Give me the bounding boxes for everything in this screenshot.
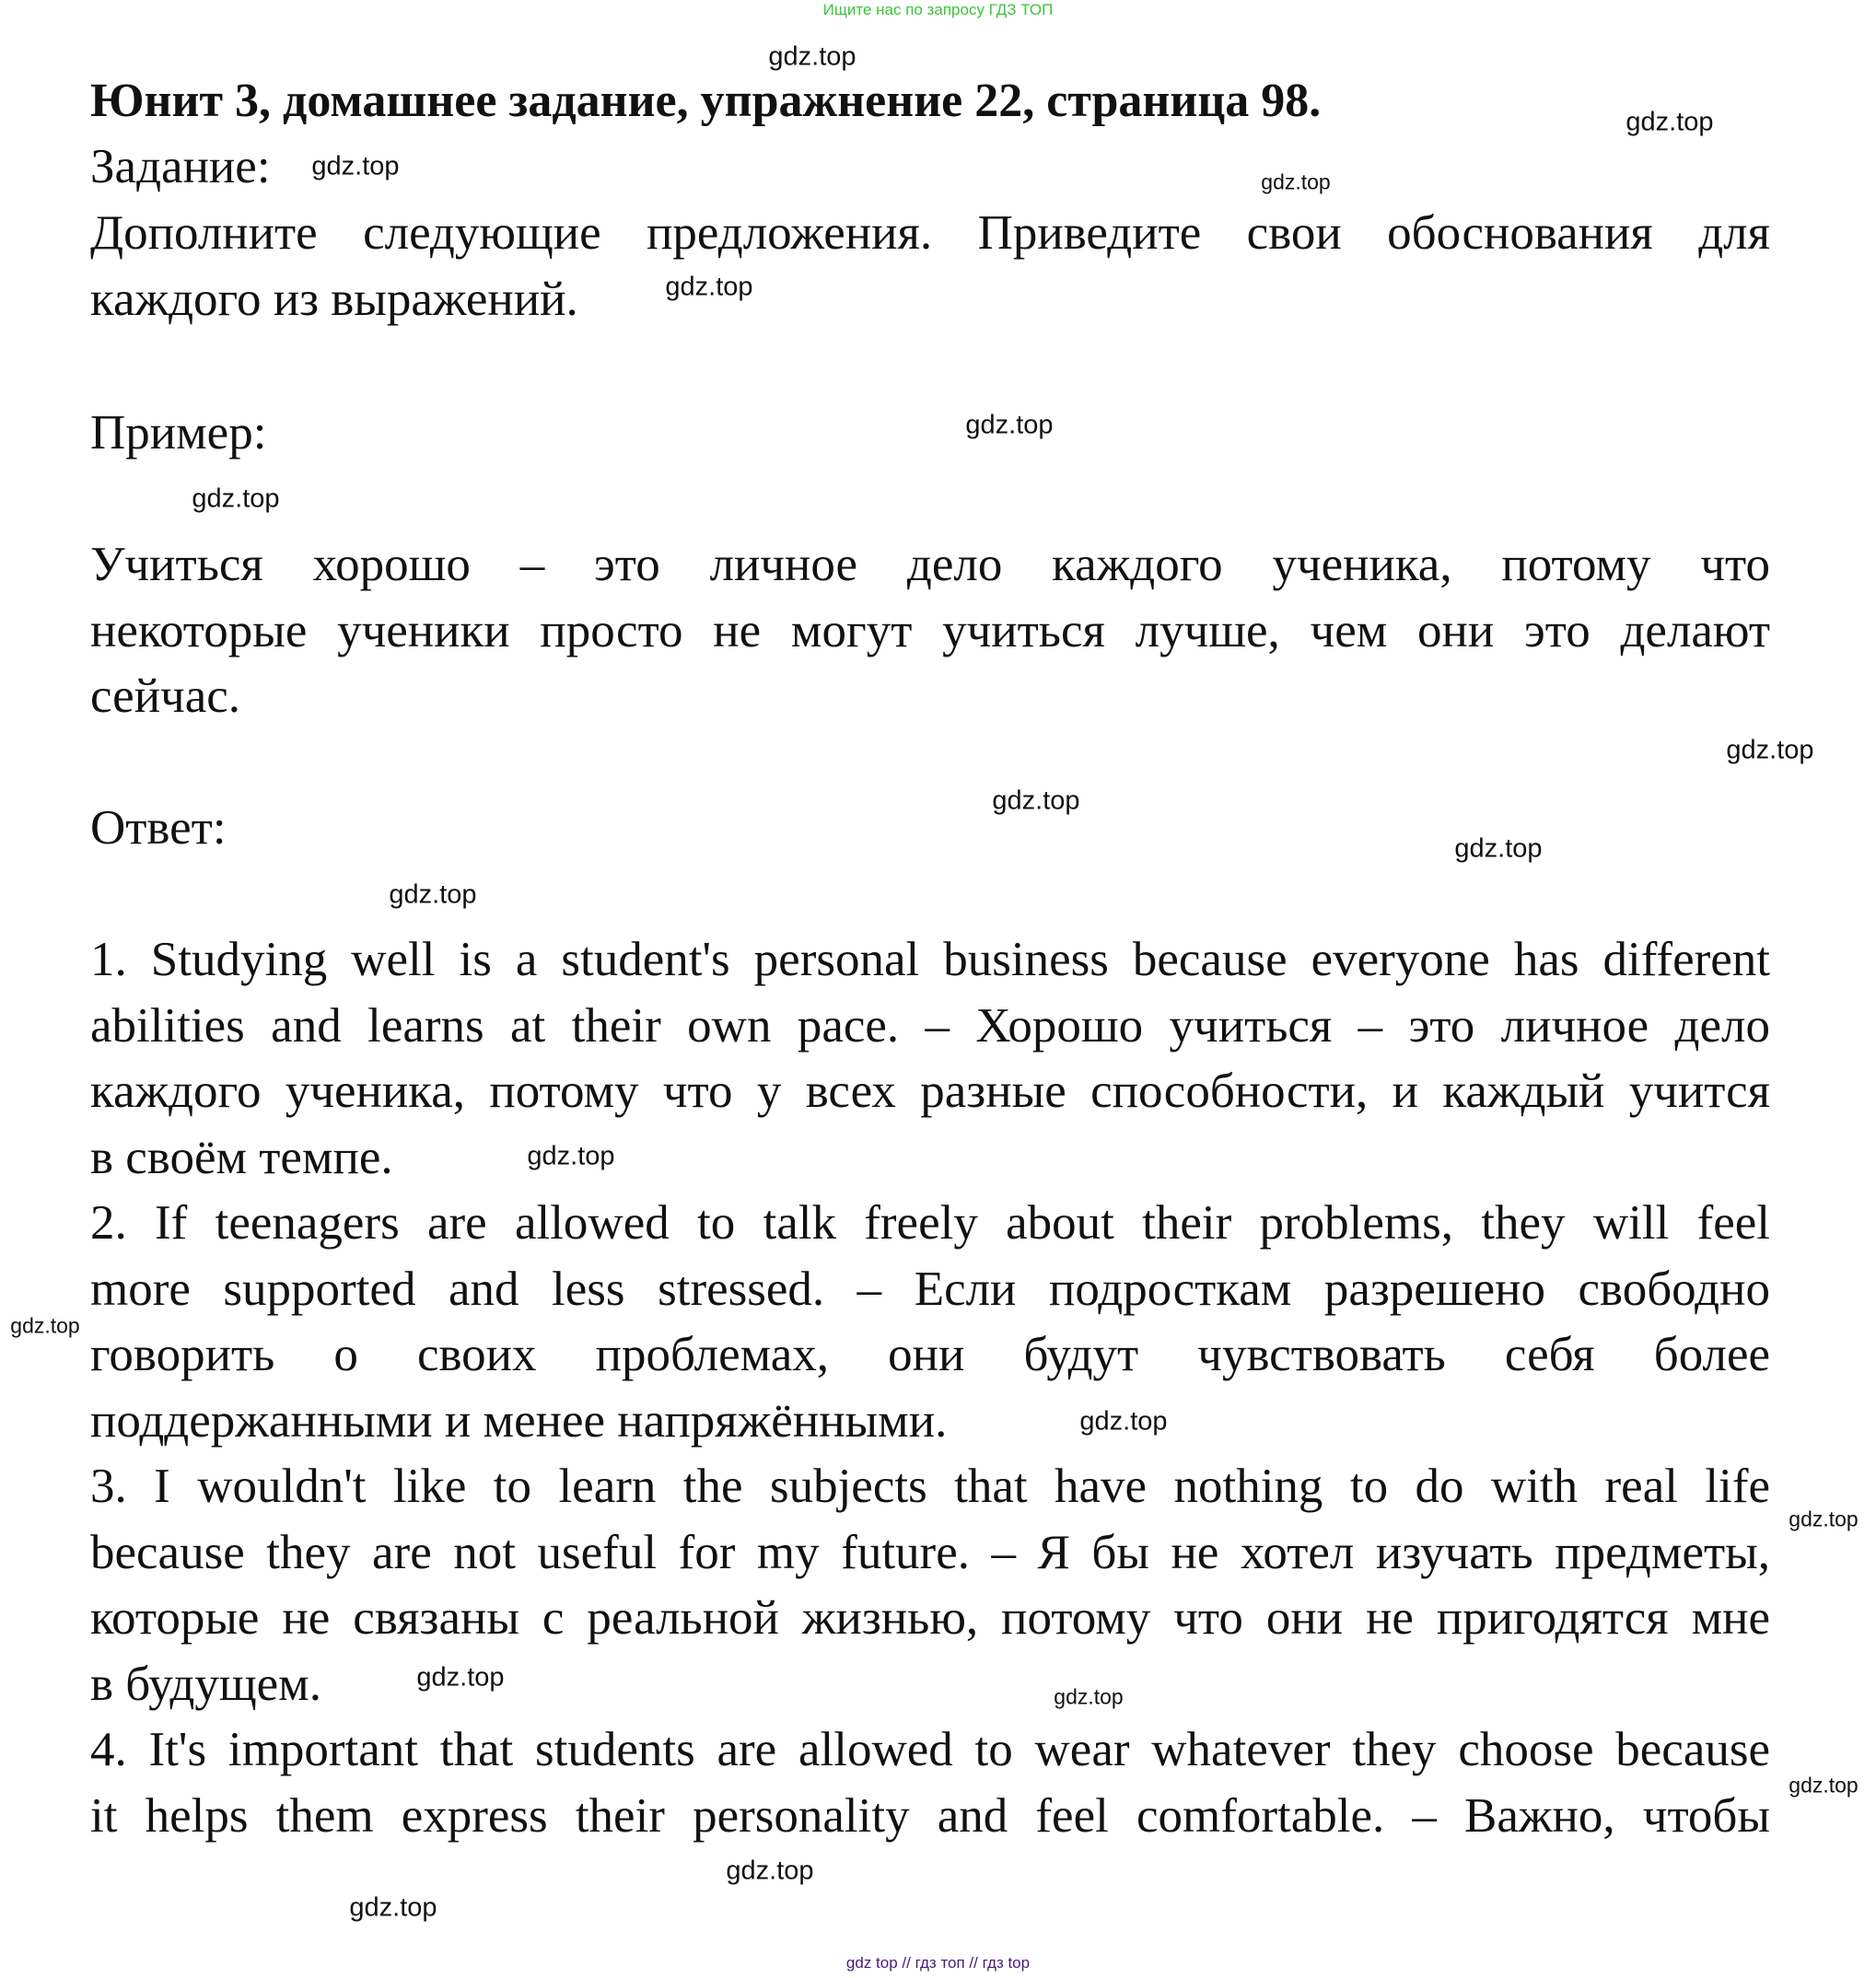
answer-line: 1. Studying well is a student's personal business because everyone has different <box>90 933 1770 986</box>
answer-line: в будущем. <box>90 1657 321 1711</box>
watermark: gdz.top <box>416 1662 505 1693</box>
watermark: gdz.top <box>768 41 856 72</box>
task-text <box>90 201 1770 332</box>
watermark: gdz.top <box>1789 1773 1859 1798</box>
watermark: gdz.top <box>965 410 1054 440</box>
watermark: gdz.top <box>992 785 1080 816</box>
watermark: gdz.top <box>665 272 753 302</box>
task-line: каждого из выражений. <box>90 272 578 326</box>
answer-line: в своём темпе. <box>90 1130 393 1184</box>
watermark: gdz.top <box>1261 169 1331 194</box>
watermark: gdz.top <box>311 151 400 181</box>
example-text <box>90 532 1770 730</box>
watermark: gdz.top <box>192 483 280 514</box>
watermark: gdz.top <box>349 1892 437 1923</box>
answer-line: 3. I wouldn't like to learn the subjects that have nothing to do with real life <box>90 1460 1770 1513</box>
task-label: Задание: <box>90 140 271 193</box>
watermark: gdz.top <box>1454 833 1543 864</box>
example-line: сейчас. <box>90 669 241 723</box>
answer-line: 2. If teenagers are allowed to talk freely about their problems, they will feel <box>90 1196 1770 1250</box>
answer-line: 4. It's important that students are allowed to wear whatever they choose because <box>90 1723 1770 1776</box>
answer-label: Ответ: <box>90 801 227 855</box>
answer-line: because they are not useful for my future. – Я бы не хотел изучать предметы, <box>90 1525 1770 1579</box>
answer-line: поддержанными и менее напряжёнными. <box>90 1393 948 1448</box>
answer-line: abilities and learns at their own pace. – Хорошо учиться – это личное дело <box>90 998 1770 1053</box>
example-line: некоторые ученики просто не могут учиться лучше, чем они это делают <box>90 603 1770 657</box>
answer-item-1 <box>90 927 1770 1191</box>
answers-list <box>90 927 1770 1849</box>
answer-line: которые не связаны с реальной жизнью, потому что они не пригодятся мне <box>90 1591 1770 1645</box>
task-line: Дополните следующие предложения. Приведите свои обоснования для <box>90 206 1770 260</box>
watermark: gdz.top <box>1726 735 1814 765</box>
watermark: gdz.top <box>1625 107 1714 137</box>
watermark: gdz.top <box>527 1141 615 1171</box>
answer-item-2 <box>90 1191 1770 1454</box>
watermark: gdz.top <box>1054 1684 1124 1709</box>
answer-line: говорить о своих проблемах, они будут чувствовать себя более <box>90 1328 1770 1381</box>
example-label: Пример: <box>90 406 267 460</box>
page-title: Юнит 3, домашнее задание, упражнение 22, страница 98. <box>90 75 1322 127</box>
watermark: gdz.top <box>10 1313 80 1338</box>
answer-item-3 <box>90 1454 1770 1717</box>
answer-item-4 <box>90 1717 1770 1849</box>
example-line: Учиться хорошо – это личное дело каждого ученика, потому что <box>90 538 1770 591</box>
search-banner: Ищите нас по запросу ГДЗ ТОП <box>822 1 1054 18</box>
watermark: gdz.top <box>726 1856 814 1886</box>
footer-watermark: gdz top // гдз топ // гдз top <box>845 1954 1031 1972</box>
answer-line: more supported and less stressed. – Если подросткам разрешено свободно <box>90 1262 1770 1316</box>
answer-line: каждого ученика, потому что у всех разные способности, и каждый учится <box>90 1065 1770 1118</box>
watermark: gdz.top <box>389 879 477 910</box>
watermark: gdz.top <box>1079 1406 1168 1437</box>
answer-line: it helps them express their personality and feel comfortable. – Важно, чтобы <box>90 1788 1770 1843</box>
watermark: gdz.top <box>1789 1507 1859 1531</box>
